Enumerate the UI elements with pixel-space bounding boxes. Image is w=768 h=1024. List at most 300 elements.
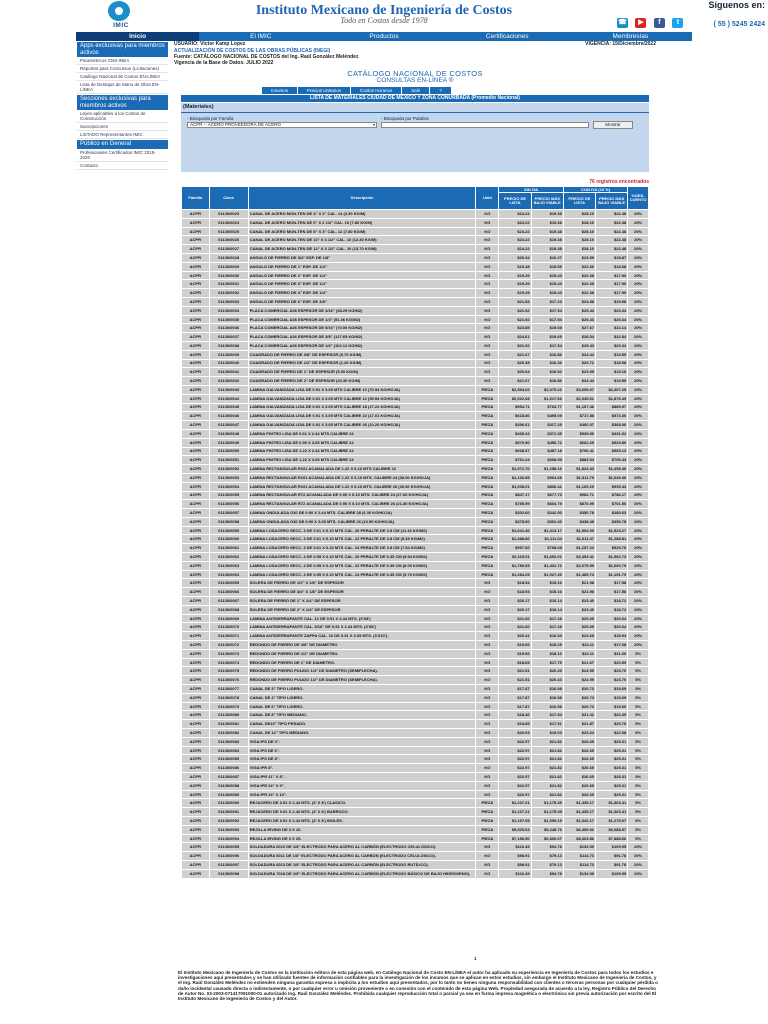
table-cell: $18.87 — [596, 253, 628, 262]
table-cell: CUADRADO DE FIERRO DE 2" DE ESPESOR (20.30 KG/M) — [248, 377, 476, 386]
table-cell: $24.44 — [563, 377, 595, 386]
nav-item-inicio[interactable]: Inicio — [76, 32, 199, 41]
nav-item-certificaciones[interactable]: Certificaciones — [485, 33, 529, 40]
tab-salir[interactable]: Salir — [402, 87, 429, 94]
table-cell: 20% — [628, 843, 649, 852]
table-cell: $24.22 — [499, 236, 531, 245]
table-cell: $19.29 — [499, 280, 531, 289]
nav-item-membresias[interactable]: Membresías — [612, 33, 649, 40]
table-cell: $21.53 — [499, 297, 531, 306]
table-cell: PIEZA — [476, 500, 499, 509]
table-cell: $17.91 — [531, 720, 563, 729]
table-cell: KG — [476, 236, 499, 245]
table-cell: $24.22 — [499, 218, 531, 227]
table-cell: $26.65 — [563, 764, 595, 773]
table-cell: REDONDO DE FIERRO PULIDO 1/4" DE DIAMETRO (SEMIFLECHA). — [248, 667, 476, 676]
table-row — [182, 210, 649, 219]
table-cell: $6,800.67 — [531, 834, 563, 843]
table-cell: ACPR — [182, 588, 210, 597]
word-search-label: - Búsqueda por Palabra — [381, 116, 429, 121]
table-cell: SOLERA DE FIERRO DE 2" X 1/4" DE ESPESOR — [248, 605, 476, 614]
table-row — [182, 773, 649, 782]
table-cell: ACPR — [182, 306, 210, 315]
table-cell: KG — [476, 649, 499, 658]
table-cell: KG — [476, 253, 499, 262]
table-cell: $21.87 — [563, 720, 595, 729]
table-cell: ACPR — [182, 315, 210, 324]
table-cell: $16.86 — [531, 377, 563, 386]
pagination-page[interactable]: 1 — [474, 956, 477, 961]
table-cell: $1,258.16 — [531, 465, 563, 474]
table-cell: ACPR — [182, 544, 210, 553]
facebook-icon[interactable]: f — [654, 18, 665, 28]
table-cell: ACPR — [182, 737, 210, 746]
table-cell: CUADRADO DE FIERRO DE 1/2" DE ESPESOR (1.26 KG/M) — [248, 359, 476, 368]
table-cell: $7,156.50 — [499, 834, 531, 843]
table-cell: 20% — [628, 385, 649, 394]
table-cell: 01130/0026 — [209, 236, 248, 245]
header-clave: Clave — [209, 187, 248, 210]
table-cell: 20% — [628, 377, 649, 386]
catalog-title: CATÁLOGO NACIONAL DE COSTOS — [347, 69, 483, 78]
table-row — [182, 297, 649, 306]
table-cell: 01130/0038 — [209, 341, 248, 350]
table-cell: $22.97 — [499, 773, 531, 782]
sidebar-item-suscripciones[interactable]: Suscripciones — [77, 123, 168, 131]
table-cell: SOLERA DE FIERRO DE 1/2" X 1/8" DE ESPESOR — [248, 579, 476, 588]
table-cell: 20% — [628, 227, 649, 236]
table-cell: $20.59 — [596, 658, 628, 667]
table-cell: LAMINA ONDULADA O30 DE 0.90 X 2.44 MTS. CALIBRE 28 (6.30 KG/HOJA) — [248, 509, 476, 518]
table-cell: $755.99 — [499, 500, 531, 509]
table-cell: 01130/0051 — [209, 456, 248, 465]
table-cell: $20.34 — [596, 315, 628, 324]
table-cell: $22.48 — [596, 218, 628, 227]
table-cell: PIEZA — [476, 570, 499, 579]
table-cell: ANGULO DE FIERRO DE 3/4" ESP. DE 1/8" — [248, 253, 476, 262]
table-cell: 01130/0080 — [209, 711, 248, 720]
table-row — [182, 465, 649, 474]
table-cell: $19.38 — [531, 227, 563, 236]
table-cell: $1,435.17 — [563, 808, 595, 817]
table-cell: CANAL DE 3" TIPO LIGERO. — [248, 685, 476, 694]
table-cell: 20% — [628, 614, 649, 623]
table-cell: 01130/0097 — [209, 860, 248, 869]
table-cell: $21.60 — [499, 623, 531, 632]
table-row — [182, 218, 649, 227]
table-cell: $21.82 — [531, 781, 563, 790]
table-cell: $1,049.36 — [596, 473, 628, 482]
table-cell: $134.99 — [563, 869, 595, 878]
table-cell: $23.59 — [563, 253, 595, 262]
table-cell: CANAL DE 6" TIPO LIGERO. — [248, 702, 476, 711]
table-cell: 20% — [628, 280, 649, 289]
table-row — [182, 438, 649, 447]
table-cell: $23.40 — [563, 597, 595, 606]
table-cell: $23.85 — [499, 324, 531, 333]
show-button[interactable]: Mostrar — [593, 121, 633, 129]
table-cell: ACPR — [182, 350, 210, 359]
table-cell: ANGULO DE FIERRO DE 4" ESP. DE 1/4" — [248, 289, 476, 298]
table-cell: $19.98 — [596, 297, 628, 306]
table-cell: VIGA IPR 24" X 13". — [248, 790, 476, 799]
table-cell: CANAL DE ACERO MON-TEN DE 12" X 3 1/2" CAL. 10 (13.70 KG/M) — [248, 245, 476, 254]
twitter-icon[interactable]: t — [672, 18, 683, 28]
phone-number[interactable]: ( 55 ) 5245 2424 — [713, 21, 765, 28]
table-cell: PIEZA — [476, 456, 499, 465]
table-cell: $19.38 — [531, 218, 563, 227]
table-cell: REJILLA IRVING DE 3 X 16. — [248, 825, 476, 834]
table-cell: ANGULO DE FIERRO DE 1" ESP. DE 1/4" — [248, 262, 476, 271]
table-cell: $21.60 — [499, 614, 531, 623]
table-cell: $23.24 — [563, 729, 595, 738]
table-cell: $116.49 — [499, 843, 531, 852]
table-cell: 01130/0052 — [209, 465, 248, 474]
table-cell: $28.10 — [563, 210, 595, 219]
header-precio-bajo-iva: PRECIO MÁS BAJO VIABLE — [596, 193, 628, 210]
table-cell: 20% — [628, 869, 649, 878]
table-cell: ACPR — [182, 500, 210, 509]
table-cell: ACPR — [182, 210, 210, 219]
table-cell: LAMINA RECTANGULAR R101 ACANALADA DE 1.22 X 6.10 MTS CALIBRE 22 — [248, 465, 476, 474]
table-cell: $17.54 — [531, 315, 563, 324]
table-row — [182, 781, 649, 790]
table-cell: ACPR — [182, 693, 210, 702]
table-cell: PIEZA — [476, 526, 499, 535]
table-cell: $25.31 — [596, 790, 628, 799]
table-row — [182, 227, 649, 236]
table-cell: KG — [476, 245, 499, 254]
table-cell: PIEZA — [476, 834, 499, 843]
table-cell: $19.48 — [499, 262, 531, 271]
table-cell: $25.31 — [596, 746, 628, 755]
table-cell: SOLERA DE FIERRO DE 3/4" X 1/8" DE ESPESOR — [248, 588, 476, 597]
table-cell: $22.38 — [563, 289, 595, 298]
table-row — [182, 588, 649, 597]
sidebar-item-leyes[interactable]: Leyes aplicables a los Costos de Construcción — [77, 110, 168, 123]
table-cell: $22.97 — [499, 764, 531, 773]
table-cell: ACPR — [182, 799, 210, 808]
table-cell: $1,617.66 — [531, 394, 563, 403]
nav-item-productos[interactable]: Productos — [369, 33, 399, 40]
table-cell: 20% — [628, 262, 649, 271]
table-cell: $431.92 — [596, 429, 628, 438]
table-cell: $28.54 — [563, 333, 595, 342]
table-cell: $15.43 — [531, 271, 563, 280]
table-cell: $20.17 — [499, 597, 531, 606]
table-cell: KG — [476, 324, 499, 333]
table-cell: $16.98 — [531, 693, 563, 702]
table-cell: CUADRADO DE FIERRO DE 1" DE ESPESOR (5.00 KG/M) — [248, 368, 476, 377]
table-cell: LAMINA PINTRO LISA DE 1.22 X 3.05 MTS CALIBRE 24 — [248, 456, 476, 465]
table-cell: LAMINA ANTIDERRAPANTE CAL. 12 DE 0.91 X 2.44 MTS. (3'X8') — [248, 614, 476, 623]
table-cell: $302.60 — [499, 509, 531, 518]
table-cell: $23.40 — [563, 605, 595, 614]
table-cell: 01130/0084 — [209, 746, 248, 755]
sidebar-item-parametricos[interactable]: Paramétricos CNS-INEA — [77, 57, 168, 65]
table-cell: LAMINA PINTRO LISA DE 1.22 X 2.44 MTS CALIBRE 24 — [248, 447, 476, 456]
table-cell: $798.08 — [531, 544, 563, 553]
table-cell: $18.72 — [596, 597, 628, 606]
word-search-input[interactable] — [381, 122, 589, 128]
table-row — [182, 614, 649, 623]
table-cell: 01130/0093 — [209, 825, 248, 834]
table-cell: SOLDADURA 6013 DE 1/8" ELECTRODO PARA ACERO AL CARBÓN (ELECTRODO RUTÍLICO). — [248, 860, 476, 869]
table-cell: $15.25 — [531, 641, 563, 650]
table-cell: $26.65 — [563, 755, 595, 764]
table-cell: $18.69 — [499, 658, 531, 667]
table-cell: $20.34 — [499, 253, 531, 262]
table-cell: 20% — [628, 588, 649, 597]
table-cell: $20.64 — [499, 368, 531, 377]
table-cell: $21.92 — [499, 341, 531, 350]
table-row — [182, 790, 649, 799]
table-cell: KG — [476, 262, 499, 271]
table-cell: ACPR — [182, 869, 210, 878]
table-cell: $16.98 — [531, 702, 563, 711]
table-cell: KG — [476, 746, 499, 755]
table-cell: PIEZA — [476, 465, 499, 474]
table-cell: CANAL DE ACERO MON-TEN DE 6" X 2 1/2" CAL. 10 (7.80 KG/M) — [248, 218, 476, 227]
table-cell: REDONDO DE FIERRO PULIDO 1/2" DE DIAMETRO (SEMIFLECHA). — [248, 676, 476, 685]
table-cell: LAMINA RECTANGULAR R72 ACANALADA DE 0.90 X 6.10 MTS. CALIBRE 24 (27.60 KG/HOJA) — [248, 491, 476, 500]
table-cell: KG — [476, 227, 499, 236]
table-row — [182, 860, 649, 869]
table-cell: 20% — [628, 403, 649, 412]
header-descuento: %DES-CUENTO — [628, 187, 649, 210]
table-row — [182, 412, 649, 421]
table-row — [182, 315, 649, 324]
table-cell: $22.38 — [563, 280, 595, 289]
table-cell: $1,572.70 — [499, 465, 531, 474]
table-cell: ACPR — [182, 359, 210, 368]
tab-costos-horarios[interactable]: Costos Horarios — [351, 87, 401, 94]
table-cell: ACPR — [182, 579, 210, 588]
site-title: Instituto Mexicano de Ingeniería de Costos — [255, 3, 513, 18]
table-cell: $19.69 — [596, 693, 628, 702]
table-cell: $17.90 — [596, 280, 628, 289]
table-cell: $1,111.04 — [531, 535, 563, 544]
table-cell: $19.29 — [499, 289, 531, 298]
table-row — [182, 236, 649, 245]
table-cell: 5% — [628, 808, 649, 817]
table-cell: VIGA IPS DE 3". — [248, 737, 476, 746]
table-cell: PIEZA — [476, 412, 499, 421]
table-cell: $1,130.85 — [499, 473, 531, 482]
table-cell: 5% — [628, 834, 649, 843]
table-cell: 20% — [628, 641, 649, 650]
sidebar-item-destajos[interactable]: Lista de Destajos de Mano de Obra EN-LÍNEA — [77, 81, 168, 94]
table-cell: 01130/0068 — [209, 605, 248, 614]
table-cell: 20% — [628, 394, 649, 403]
table-row — [182, 526, 649, 535]
table-cell: $701.56 — [596, 500, 628, 509]
table-row — [182, 869, 649, 878]
table-cell: 01130/0049 — [209, 438, 248, 447]
table-cell: 01130/0048 — [209, 429, 248, 438]
table-row — [182, 509, 649, 518]
table-cell: $24.22 — [499, 245, 531, 254]
table-cell: $17.54 — [531, 341, 563, 350]
sidebar-item-representantes[interactable]: LISTADO Representantes IMIC — [77, 131, 168, 139]
table-cell: $1,641.46 — [499, 526, 531, 535]
table-cell: $20.34 — [596, 306, 628, 315]
family-select[interactable] — [187, 122, 377, 128]
table-cell: 5% — [628, 729, 649, 738]
table-cell: ACPR — [182, 509, 210, 518]
table-cell: $456.72 — [531, 438, 563, 447]
table-cell: $19.55 — [596, 377, 628, 386]
table-cell: $26.65 — [563, 737, 595, 746]
sidebar-item-profesionales[interactable]: Profesionales Certificados IMIC 2015-2020 — [77, 149, 168, 162]
table-cell: KG — [476, 368, 499, 377]
table-cell: $21.92 — [499, 315, 531, 324]
table-cell: 20% — [628, 535, 649, 544]
table-cell: REDONDO DE FIERRO DE 1" DE DIAMETRO. — [248, 658, 476, 667]
table-cell: KG — [476, 218, 499, 227]
table-cell: LAMINA LOSACERO SECC. 3 DE 0.61 X 6.10 MTS CAL. 24 PERALTE DE 3.8 CM (7.54 KG/M2) — [248, 544, 476, 553]
table-cell: 01130/0073 — [209, 649, 248, 658]
table-cell: 01130/0041 — [209, 368, 248, 377]
header-precio-bajo: PRECIO MÁS BAJO VIABLE — [531, 193, 563, 210]
sidebar-item-contacto[interactable]: Contacto — [77, 162, 168, 170]
table-cell: 01130/0039 — [209, 350, 248, 359]
table-cell: 5% — [628, 816, 649, 825]
table-cell: $19.55 — [596, 350, 628, 359]
table-cell: $242.50 — [531, 509, 563, 518]
table-cell: ACPR — [182, 297, 210, 306]
table-cell: ACPR — [182, 491, 210, 500]
sidebar-item-reportes[interactable]: Reportes para Concursos (Licitaciones) — [77, 65, 168, 73]
table-cell: $1,363.41 — [596, 799, 628, 808]
table-cell: ACPR — [182, 597, 210, 606]
table-cell: 20% — [628, 623, 649, 632]
table-cell: $25.05 — [563, 623, 595, 632]
table-cell: KG — [476, 614, 499, 623]
table-cell: ACPR — [182, 746, 210, 755]
nav-item-el-imic[interactable]: El IMIC — [250, 33, 272, 40]
table-cell: $608.99 — [531, 456, 563, 465]
table-cell: REDONDO DE FIERRO DE 3/8" DE DIAMETRO — [248, 641, 476, 650]
table-cell: 5% — [628, 711, 649, 720]
table-cell: ACPR — [182, 676, 210, 685]
table-cell: $26.65 — [563, 781, 595, 790]
table-cell: 20% — [628, 253, 649, 262]
table-cell: 01130/0077 — [209, 685, 248, 694]
table-cell: $5,248.76 — [531, 825, 563, 834]
table-row — [182, 693, 649, 702]
table-cell: $18.72 — [596, 605, 628, 614]
table-cell: 20% — [628, 473, 649, 482]
table-cell: 01130/0090 — [209, 799, 248, 808]
table-cell: $6,409.02 — [563, 825, 595, 834]
table-row — [182, 280, 649, 289]
table-row — [182, 720, 649, 729]
tab-help[interactable]: ? — [430, 87, 451, 94]
table-row — [182, 755, 649, 764]
table-cell: $19.69 — [596, 685, 628, 694]
filter-panel — [181, 103, 649, 172]
table-cell: LAMINA LOSACERO SECC. 4 DE 0.95 X 6.10 MTS CAL. 24 PERALTE DE 6.35 CM (5.70 KG/M2) — [248, 570, 476, 579]
header-unidad: Unid — [476, 187, 499, 210]
table-cell: 01130/0091 — [209, 808, 248, 817]
table-cell: $6,088.57 — [596, 825, 628, 834]
table-cell: 01130/0085 — [209, 755, 248, 764]
table-cell: $98.91 — [499, 852, 531, 861]
tab-insumos[interactable]: Insumos — [262, 87, 297, 94]
table-cell: LAMINA RECTANGULAR R101 ACANALADA DE 1.22 X 6.10 MTS. CALIBRE 26 (30.00 KG/HOJA) — [248, 482, 476, 491]
table-cell: $1,237.21 — [499, 808, 531, 817]
table-cell: $23.70 — [596, 676, 628, 685]
table-cell: KG — [476, 667, 499, 676]
table-cell: 01130/0031 — [209, 280, 248, 289]
table-cell: $372.35 — [531, 429, 563, 438]
youtube-icon[interactable]: ▶ — [635, 18, 646, 28]
table-row — [182, 605, 649, 614]
phone-icon[interactable]: ☎ — [618, 19, 627, 26]
table-cell: ACPR — [182, 773, 210, 782]
table-cell: LAMINA PINTRO LISA DE 0.90 X 3.05 MTS CALIBRE 24 — [248, 438, 476, 447]
table-cell: KG — [476, 605, 499, 614]
table-cell: $20.73 — [563, 693, 595, 702]
table-cell: $18.94 — [596, 632, 628, 641]
table-cell: $1,459.46 — [596, 465, 628, 474]
table-cell: $17.87 — [499, 685, 531, 694]
table-cell: 01130/0062 — [209, 553, 248, 562]
table-cell: 5% — [628, 825, 649, 834]
table-cell: VIGA IPR 21" X 8". — [248, 773, 476, 782]
table-cell: $21.51 — [499, 676, 531, 685]
site-subtitle: Todo en Costos desde 1978 — [340, 16, 428, 25]
table-cell: 20% — [628, 605, 649, 614]
table-cell: $717.88 — [563, 412, 595, 421]
sidebar-item-catalogo[interactable]: Catálogo Nacional de Costos EN-LÍNEA — [77, 73, 168, 81]
table-cell: 01130/0046 — [209, 412, 248, 421]
table-cell: $1,008.01 — [499, 482, 531, 491]
table-cell: $662.25 — [563, 438, 595, 447]
table-row — [182, 685, 649, 694]
table-cell: $1,175.35 — [531, 808, 563, 817]
table-cell: $350.78 — [563, 509, 595, 518]
table-cell: ACPR — [182, 667, 210, 676]
table-cell: $16.36 — [531, 359, 563, 368]
table-cell: LAMINA LOSACERO SECC. 4 DE 0.95 X 6.10 MTS CAL. 22 PERALTE DE 6.35 CM (8.00 KG/M2) — [248, 561, 476, 570]
table-cell: $8,303.86 — [563, 834, 595, 843]
table-cell: 20% — [628, 297, 649, 306]
table-cell: 01130/0088 — [209, 781, 248, 790]
table-cell: ACPR — [182, 641, 210, 650]
table-row — [182, 799, 649, 808]
table-cell: $91.78 — [596, 860, 628, 869]
table-cell: ACPR — [182, 843, 210, 852]
table-cell: $1,157.05 — [499, 816, 531, 825]
table-cell: $17.87 — [499, 702, 531, 711]
table-cell: PIEZA — [476, 491, 499, 500]
tab-precios-unitarios[interactable]: Precios Unitarios — [298, 87, 350, 94]
table-cell: 20% — [628, 210, 649, 219]
table-cell: $21.07 — [499, 350, 531, 359]
table-cell: ANGULO DE FIERRO DE 2" ESP. DE 1/4" — [248, 271, 476, 280]
table-cell: LAMINA RECTANGULAR R101 ACANALADA DE 1.22 X 6.10 MTS. CALIBRE 24 (38.00 KG/HOJA) — [248, 473, 476, 482]
table-row — [182, 667, 649, 676]
table-cell: $2,075.99 — [563, 561, 595, 570]
table-cell: CANAL DE ACERO MON-TEN DE 4" X 2" CAL. 14 (3.39 KG/M) — [248, 210, 476, 219]
table-cell: ACPR — [182, 473, 210, 482]
table-cell: $16.27 — [531, 253, 563, 262]
table-cell: $28.10 — [563, 218, 595, 227]
table-cell: 20% — [628, 482, 649, 491]
table-cell: LAMINA ANTIDERRAPANTE ZAPPA CAL. 16 DE 0.91 X 3.05 MTS. (3'X10'). — [248, 632, 476, 641]
